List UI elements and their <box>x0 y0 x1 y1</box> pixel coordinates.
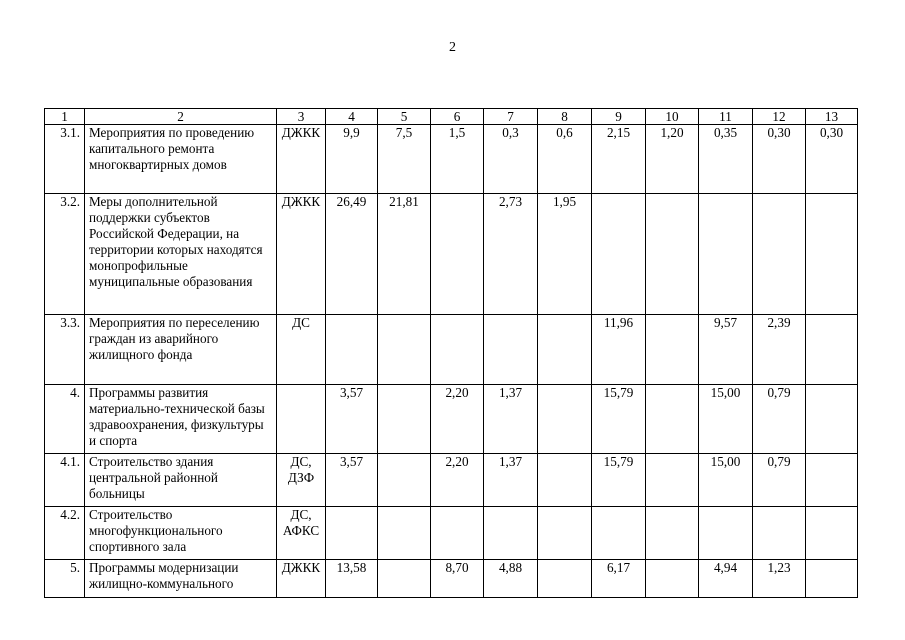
value-cell: 9,9 <box>326 125 378 194</box>
value-cell <box>538 507 592 560</box>
item-number-cell: 4. <box>45 385 85 454</box>
page-number: 2 <box>449 40 456 55</box>
item-number-cell: 3.1. <box>45 125 85 194</box>
table-row <box>45 315 858 385</box>
column-header: 11 <box>699 109 753 125</box>
item-name-cell: Программы модернизации жилищно-коммунального <box>85 560 277 598</box>
value-cell <box>806 454 858 507</box>
value-cell: 1,23 <box>753 560 806 598</box>
responsible-cell: ДС, ДЗФ <box>277 454 326 507</box>
value-cell <box>806 194 858 315</box>
value-cell <box>753 194 806 315</box>
item-name-cell: Строительство здания центральной районной больницы <box>85 454 277 507</box>
value-cell <box>538 385 592 454</box>
value-cell <box>326 507 378 560</box>
table-row <box>45 385 858 454</box>
value-cell: 1,20 <box>646 125 699 194</box>
value-cell <box>646 315 699 385</box>
responsible-cell: ДЖКК <box>277 125 326 194</box>
item-name-cell: Программы развития материально-технической базы здравоохранения, физкультуры и спорта <box>85 385 277 454</box>
value-cell: 26,49 <box>326 194 378 315</box>
column-header: 12 <box>753 109 806 125</box>
column-header: 1 <box>45 109 85 125</box>
column-header: 2 <box>85 109 277 125</box>
value-cell: 0,79 <box>753 454 806 507</box>
column-header: 6 <box>431 109 484 125</box>
value-cell: 15,79 <box>592 454 646 507</box>
table-row <box>45 507 858 560</box>
value-cell <box>378 315 431 385</box>
value-cell <box>646 194 699 315</box>
value-cell <box>592 194 646 315</box>
value-cell <box>806 385 858 454</box>
value-cell: 8,70 <box>431 560 484 598</box>
value-cell: 0,3 <box>484 125 538 194</box>
value-cell: 6,17 <box>592 560 646 598</box>
value-cell <box>646 560 699 598</box>
item-number-cell: 3.3. <box>45 315 85 385</box>
responsible-cell: ДЖКК <box>277 560 326 598</box>
item-number-cell: 4.2. <box>45 507 85 560</box>
value-cell: 3,57 <box>326 385 378 454</box>
value-cell <box>538 560 592 598</box>
value-cell: 11,96 <box>592 315 646 385</box>
value-cell: 15,00 <box>699 454 753 507</box>
column-header: 4 <box>326 109 378 125</box>
value-cell <box>592 507 646 560</box>
value-cell <box>378 385 431 454</box>
value-cell <box>646 507 699 560</box>
responsible-cell: ДС, АФКС <box>277 507 326 560</box>
value-cell <box>378 507 431 560</box>
item-name-cell: Мероприятия по проведению капитального ремонта многоквартирных домов <box>85 125 277 194</box>
column-header: 5 <box>378 109 431 125</box>
value-cell <box>806 560 858 598</box>
value-cell: 4,88 <box>484 560 538 598</box>
value-cell <box>699 194 753 315</box>
value-cell <box>484 507 538 560</box>
value-cell: 21,81 <box>378 194 431 315</box>
value-cell <box>431 194 484 315</box>
value-cell <box>806 315 858 385</box>
value-cell <box>538 454 592 507</box>
table-row <box>45 125 858 194</box>
value-cell <box>806 507 858 560</box>
value-cell <box>646 385 699 454</box>
value-cell <box>326 315 378 385</box>
table-row <box>45 560 858 598</box>
responsible-cell: ДС <box>277 315 326 385</box>
value-cell <box>646 454 699 507</box>
column-header: 9 <box>592 109 646 125</box>
item-number-cell: 5. <box>45 560 85 598</box>
column-header: 10 <box>646 109 699 125</box>
value-cell: 3,57 <box>326 454 378 507</box>
column-header: 7 <box>484 109 538 125</box>
value-cell: 9,57 <box>699 315 753 385</box>
value-cell: 2,73 <box>484 194 538 315</box>
value-cell: 1,37 <box>484 385 538 454</box>
value-cell: 1,5 <box>431 125 484 194</box>
column-number-row <box>45 109 858 125</box>
table-row <box>45 194 858 315</box>
value-cell <box>538 315 592 385</box>
value-cell <box>431 315 484 385</box>
value-cell <box>484 315 538 385</box>
item-name-cell: Мероприятия по переселению граждан из аварийного жилищного фонда <box>85 315 277 385</box>
column-header: 13 <box>806 109 858 125</box>
value-cell: 13,58 <box>326 560 378 598</box>
value-cell: 0,79 <box>753 385 806 454</box>
value-cell: 7,5 <box>378 125 431 194</box>
value-cell: 15,00 <box>699 385 753 454</box>
column-header: 3 <box>277 109 326 125</box>
responsible-cell: ДЖКК <box>277 194 326 315</box>
value-cell: 2,39 <box>753 315 806 385</box>
item-name-cell: Меры дополнительной поддержки субъектов Российской Федерации, на территории которых находятся монопрофильные муниципальные образования <box>85 194 277 315</box>
program-funding-table <box>44 108 858 598</box>
column-header: 8 <box>538 109 592 125</box>
value-cell <box>431 507 484 560</box>
item-number-cell: 4.1. <box>45 454 85 507</box>
responsible-cell <box>277 385 326 454</box>
value-cell: 0,30 <box>806 125 858 194</box>
value-cell: 1,95 <box>538 194 592 315</box>
table-row <box>45 454 858 507</box>
value-cell: 0,30 <box>753 125 806 194</box>
value-cell <box>378 560 431 598</box>
item-name-cell: Строительство многофункционального спортивного зала <box>85 507 277 560</box>
value-cell: 4,94 <box>699 560 753 598</box>
value-cell: 2,15 <box>592 125 646 194</box>
value-cell: 15,79 <box>592 385 646 454</box>
value-cell <box>378 454 431 507</box>
value-cell: 2,20 <box>431 385 484 454</box>
value-cell <box>699 507 753 560</box>
value-cell <box>753 507 806 560</box>
value-cell: 0,6 <box>538 125 592 194</box>
value-cell: 1,37 <box>484 454 538 507</box>
value-cell: 2,20 <box>431 454 484 507</box>
item-number-cell: 3.2. <box>45 194 85 315</box>
value-cell: 0,35 <box>699 125 753 194</box>
